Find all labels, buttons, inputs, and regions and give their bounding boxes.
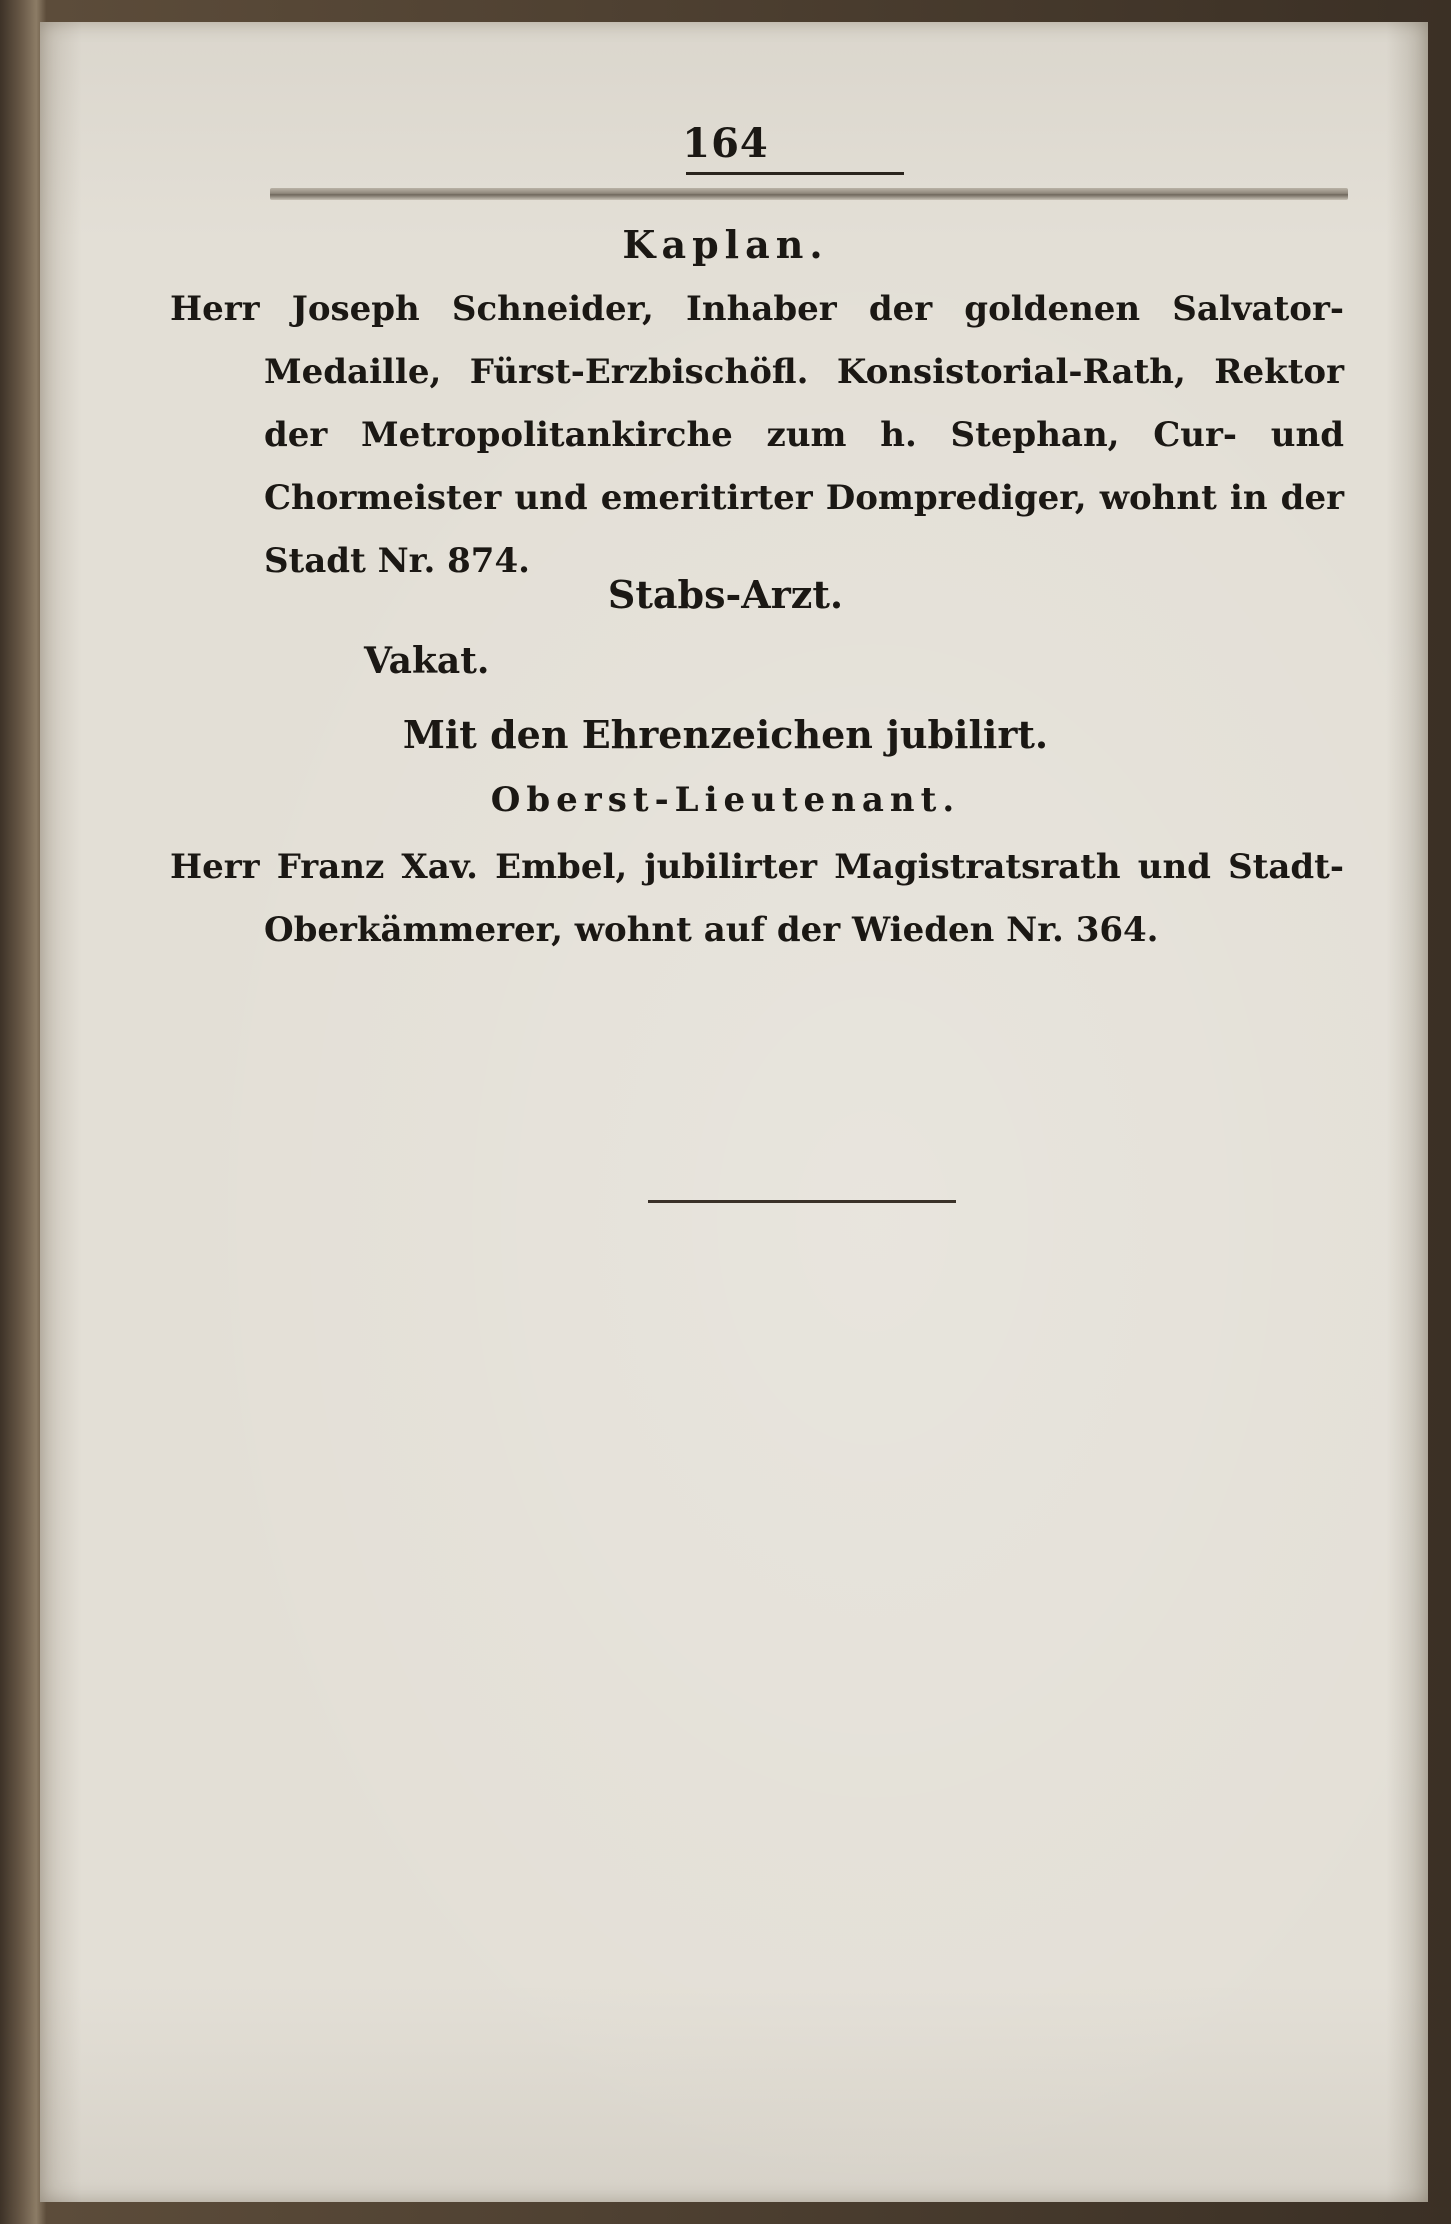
entry-lead: Herr [170,289,260,329]
vakat-text: Vakat. [364,640,490,682]
entry-lead: Herr [170,847,260,887]
entry-oberst-lieutenant [170,836,1344,962]
section-heading-stabs-arzt: Stabs-Arzt. [607,572,844,617]
section-heading-jubilirt: Mit den Ehrenzeichen jubilirt. [402,712,1049,757]
entry-kaplan [170,278,1344,593]
section-subheading-oberst-lieutenant: Oberst-Lieutenant. [490,780,961,820]
section-heading-kaplan: Kaplan. [622,222,829,267]
entry-text: Franz Xav. Embel, jubilirter Magistratsrath und Stadt-Oberkämmerer, wohnt auf der Wieden Nr. 364. [264,847,1344,950]
page-number: 164 [682,120,769,167]
closing-rule [648,1200,956,1203]
page-number-underline [686,172,904,175]
entry-text: Joseph Schneider, Inhaber der goldenen Salvator-Medaille, Fürst-Erzbischöfl. Konsistorial-Rath, Rektor der Metropolitankirche zum h. Stephan, Cur- und Chormeister und emeritirter Domprediger, wohnt in der Stadt Nr. 874. [264,289,1344,581]
header-rule [270,188,1348,200]
